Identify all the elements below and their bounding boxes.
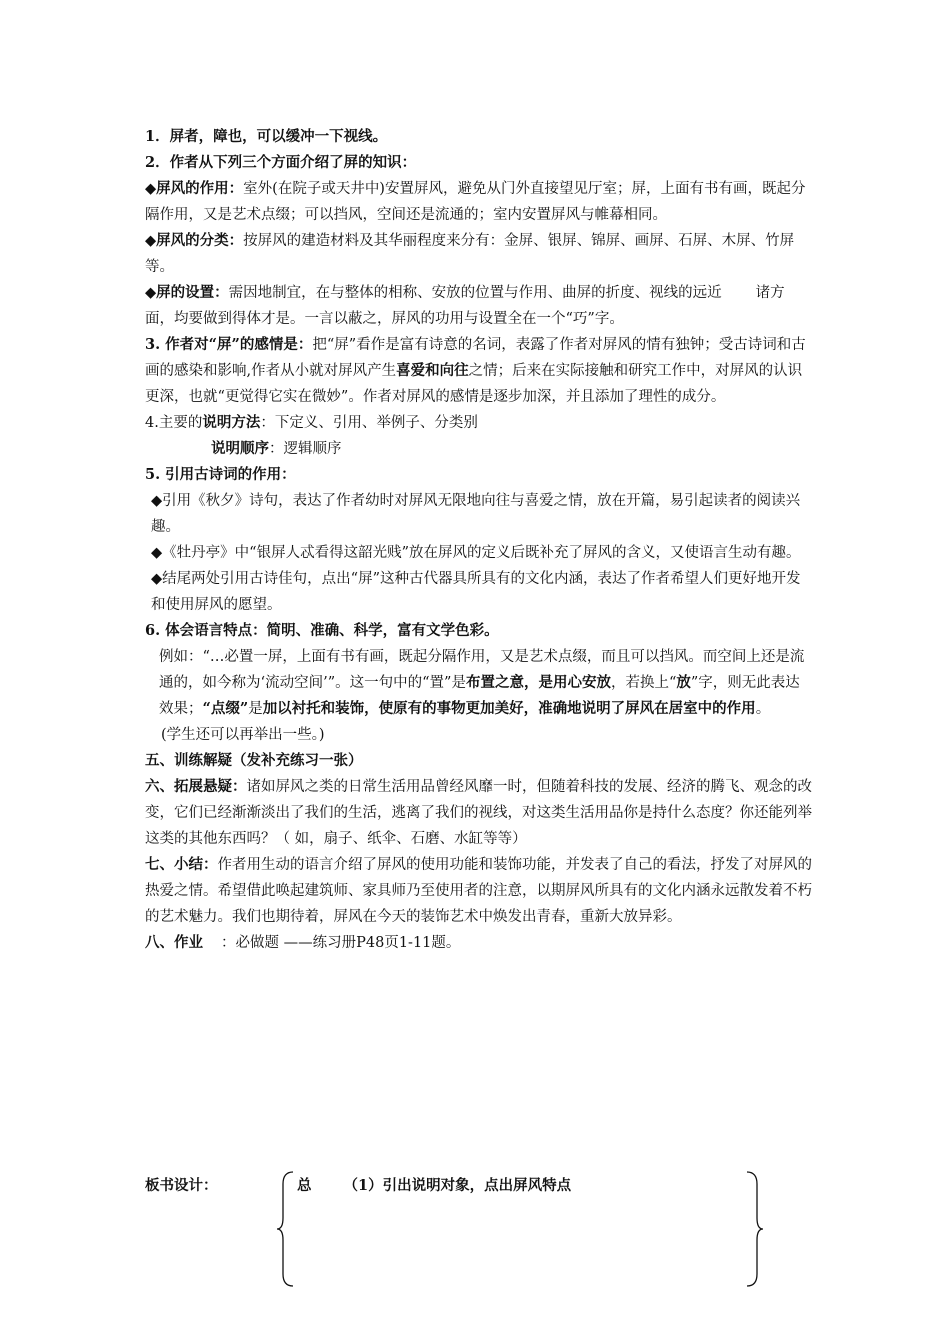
example — [145, 644, 813, 722]
point-3-bold: 喜爱和向往 — [396, 362, 469, 379]
board-label: 板书设计： — [145, 1177, 218, 1194]
board-row-1 — [297, 1174, 571, 1195]
document-body — [145, 124, 813, 956]
screen-setting — [145, 280, 813, 332]
example-bold-2: 放 — [676, 674, 691, 691]
section-7 — [145, 852, 813, 930]
screen-category — [145, 228, 813, 280]
quote-3: ◆结尾两处引用古诗佳句，点出“屏”这种古代器具所具有的文化内涵，表达了作者希望人们更好地开发和使用屏风的愿望。 — [151, 571, 801, 613]
point-3 — [145, 332, 813, 410]
screen-setting-head: ◆屏的设置： — [145, 284, 229, 301]
point-6: 6. 体会语言特点：简明、准确、科学，富有文学色彩。 — [145, 622, 499, 639]
section-8-head: 八、作业 — [145, 934, 203, 951]
board-col-1: 总 — [297, 1177, 312, 1194]
screen-function — [145, 176, 813, 228]
point-4-bold: 说明方法 — [202, 414, 261, 431]
example-d: ”字，则无此表达效果； — [159, 675, 800, 717]
point-5: 5. 引用古诗词的作用： — [145, 466, 296, 483]
section-8 — [145, 930, 813, 956]
example-c: ，若换上“ — [610, 675, 677, 691]
section-5: 五、训练解疑（发补充练习一张） — [145, 752, 363, 769]
example-bold-1: 布置之意，是用心安放 — [465, 674, 611, 691]
section-8-body: ：必做题 ——练习册P48页1-11题。 — [221, 935, 461, 951]
quote-1: ◆引用《秋夕》诗句，表达了作者幼时对屏风无限地向往与喜爱之情，放在开篇，易引起读者的阅读兴趣。 — [151, 493, 801, 535]
point-3-body-b: 之情；后来在实际接触和研究工作中，对屏风的认识更深，也就“更觉得它实在微妙”。作者对屏风的感情是逐步加深，并且添加了理性的成分。 — [145, 363, 803, 405]
screen-setting-body-a: 需因地制宜，在与整体的相称、安放的位置与作用、曲屏的折度、视线的远近 — [228, 285, 722, 301]
student-note: (学生还可以再举出一些。) — [161, 727, 325, 743]
point-4 — [145, 410, 813, 436]
right-brace-icon — [743, 1170, 765, 1288]
point-2: 2．作者从下列三个方面介绍了屏的知识： — [145, 154, 417, 171]
explain-order-body: ：逻辑顺序 — [269, 441, 342, 457]
section-6-body: 诸如屏风之类的日常生活用品曾经风靡一时，但随着科技的发展、经济的腾飞、观念的改变，它们已经渐渐淡出了我们的生活，逃离了我们的视线，对这类生活用品你是持什么态度？你还能列举这类的其他东西吗？（ 如，扇子、纸伞、石磨、水缸等等） — [145, 779, 812, 847]
section-7-head: 七、小结： — [145, 856, 218, 873]
point-4-a: 4.主要的 — [145, 415, 203, 431]
section-6-head: 六、拓展悬疑： — [145, 778, 247, 795]
screen-category-body: 按屏风的建造材料及其华丽程度来分有：金屏、银屏、锦屏、画屏、石屏、木屏、竹屏等。 — [145, 233, 795, 275]
example-bold-3: “点缀” — [202, 700, 249, 717]
explain-order — [145, 436, 813, 462]
example-f: 。 — [755, 701, 771, 717]
screen-function-head: ◆屏风的作用： — [145, 180, 244, 197]
example-a: 例如：“…必置一屏，上面有书有画，既起分隔作用，又是艺术点缀，而且可以挡风。而空间上还是流通的，如今称为‘流动空间’”。这一句中的“置”是 — [159, 649, 805, 691]
example-bold-4: 加以衬托和装饰，使原有的事物更加美好，准确地说明了屏风在居室中的作用 — [262, 700, 756, 717]
screen-function-body: 室外(在院子或天井中)安置屏风，避免从门外直接望见厅室；屏，上面有书有画，既起分隔作用，又是艺术点缀；可以挡风，空间还是流通的；室内安置屏风与帷幕相同。 — [145, 181, 806, 223]
quote-2: ◆《牡丹亭》中“银屏人忒看得这韶光贱”放在屏风的定义后既补充了屏风的含义，又使语言生动有趣。 — [151, 545, 801, 561]
screen-category-head: ◆屏风的分类： — [145, 232, 244, 249]
board-col-2: （1）引出说明对象，点出屏风特点 — [343, 1177, 572, 1194]
point-3-body-a: 把“屏”看作是富有诗意的名词，表露了作者对屏风的情有独钟；受古诗词和古画的感染和影响,作者从小就对屏风产生 — [145, 337, 806, 379]
point-3-head: 3. 作者对“屏”的感情是： — [145, 336, 313, 353]
section-7-body: 作者用生动的语言介绍了屏风的使用功能和装饰功能，并发表了自己的看法，抒发了对屏风的热爱之情。希望借此唤起建筑师、家具师乃至使用者的注意，以期屏风所具有的文化内涵永远散发着不朽的艺术魅力。我们也期待着，屏风在今天的装饰艺术中焕发出青春，重新大放异彩。 — [145, 857, 812, 925]
screen-setting-body-b: 诸方面，均要做到得体才是。一言以蔽之，屏风的功用与设置全在一个“巧”字。 — [145, 285, 785, 327]
section-6 — [145, 774, 813, 852]
point-4-b: ：下定义、引用、举例子、分类别 — [260, 415, 478, 431]
explain-order-bold: 说明顺序 — [211, 440, 269, 457]
left-brace-icon — [275, 1170, 297, 1288]
point-1: 1．屏者，障也，可以缓冲一下视线。 — [145, 128, 388, 145]
example-e: 是 — [248, 701, 263, 717]
blackboard-design — [145, 1170, 813, 1290]
